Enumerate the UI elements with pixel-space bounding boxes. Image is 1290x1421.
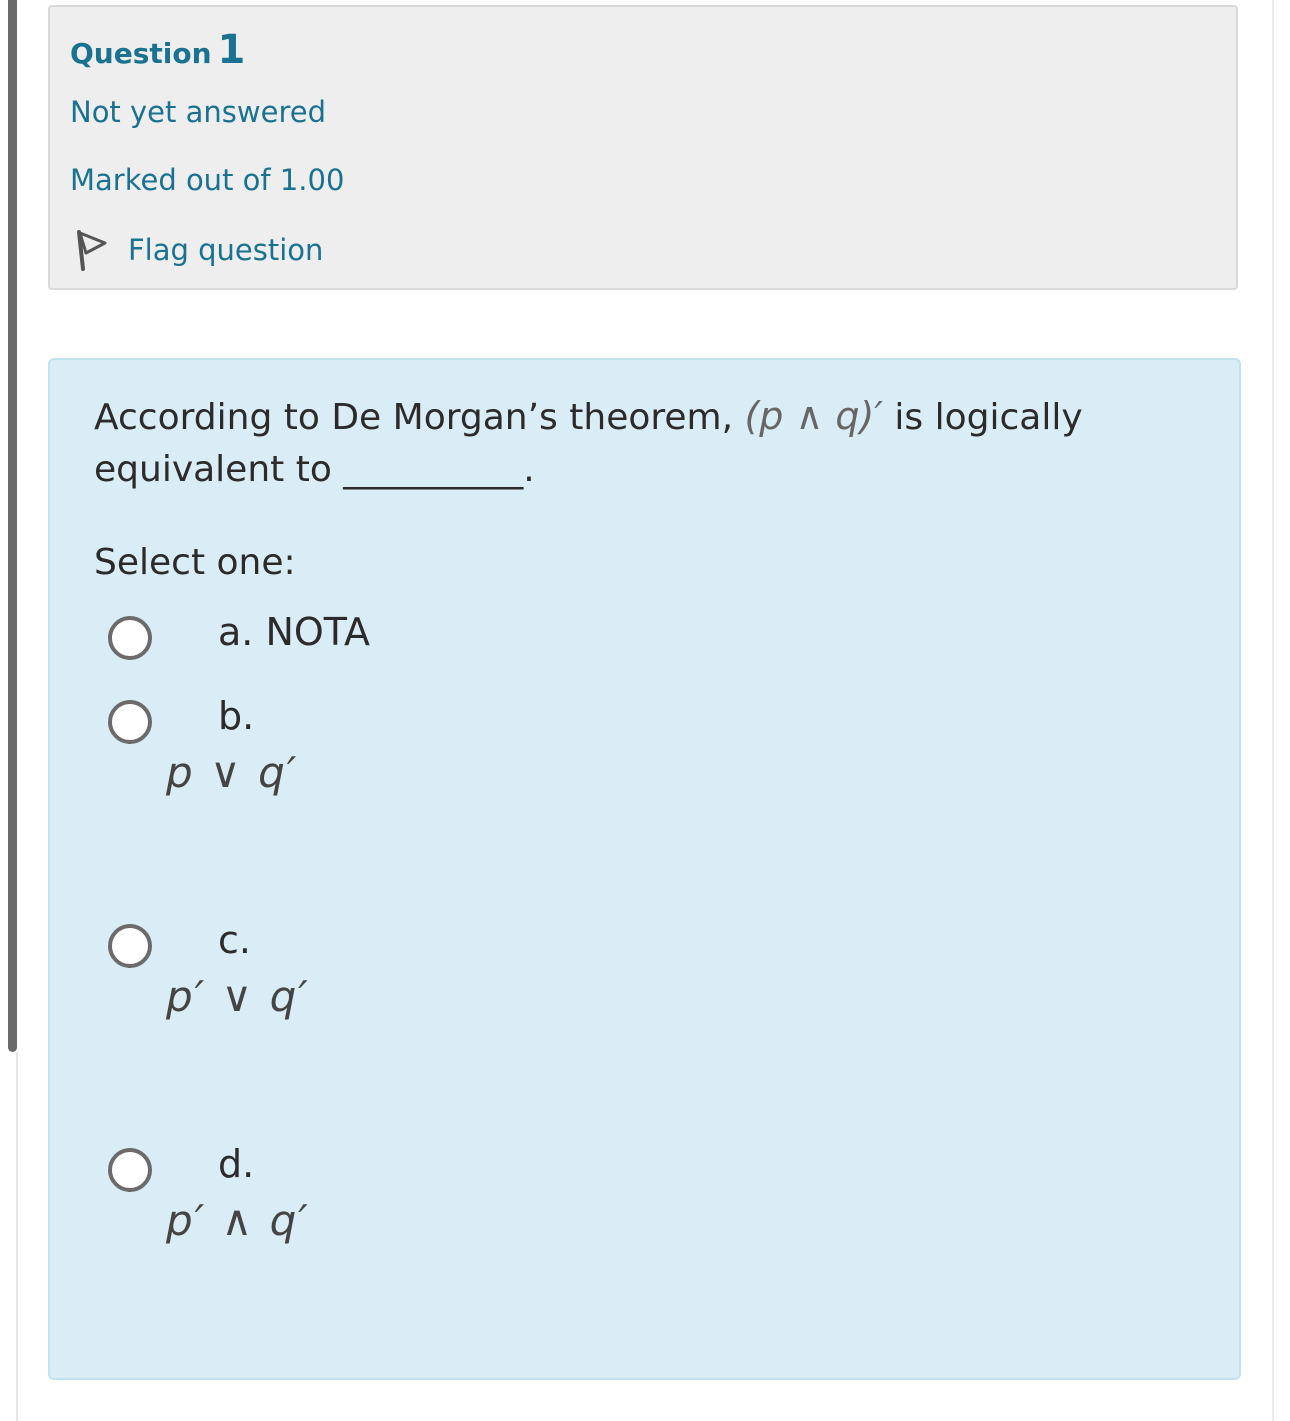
option-c-label[interactable]: c. xyxy=(218,918,251,962)
page-left-rule xyxy=(16,1052,18,1421)
question-title xyxy=(70,27,245,73)
option-c-radio[interactable] xyxy=(108,924,152,968)
flag-question-toggle[interactable] xyxy=(74,229,323,271)
option-b-radio[interactable] xyxy=(108,700,152,744)
option-c-expression: p′ ∨ q′ xyxy=(166,972,310,1021)
select-one-label: Select one: xyxy=(94,542,296,583)
option-d-radio[interactable] xyxy=(108,1148,152,1192)
flag-icon[interactable] xyxy=(74,229,108,271)
question-info-panel xyxy=(48,5,1238,290)
question-label: Question xyxy=(70,37,212,70)
option-b-label[interactable]: b. xyxy=(218,694,255,738)
option-b-expression: p ∨ q′ xyxy=(166,748,299,797)
question-text-after: is logically equivalent to xyxy=(94,397,1083,490)
question-number: 1 xyxy=(217,27,246,73)
option-d-expression: p′ ∧ q′ xyxy=(166,1196,310,1245)
page-right-rule xyxy=(1272,0,1274,1421)
option-d-label[interactable]: d. xyxy=(218,1142,255,1186)
question-state: Not yet answered xyxy=(70,95,326,129)
option-a-label[interactable]: a. NOTA xyxy=(218,610,371,654)
flag-question-label[interactable]: Flag question xyxy=(128,233,324,267)
question-expression: (p ∧ q)′ xyxy=(744,394,883,438)
question-text xyxy=(94,390,1194,496)
question-formulation xyxy=(48,358,1241,1380)
question-grade: Marked out of 1.00 xyxy=(70,163,345,197)
question-text-before: According to De Morgan’s theorem, xyxy=(94,397,745,438)
question-text-end: . xyxy=(523,449,535,490)
option-a-radio[interactable] xyxy=(108,616,152,660)
answer-blank: __________ xyxy=(343,449,524,490)
page-left-bar xyxy=(8,0,17,1052)
